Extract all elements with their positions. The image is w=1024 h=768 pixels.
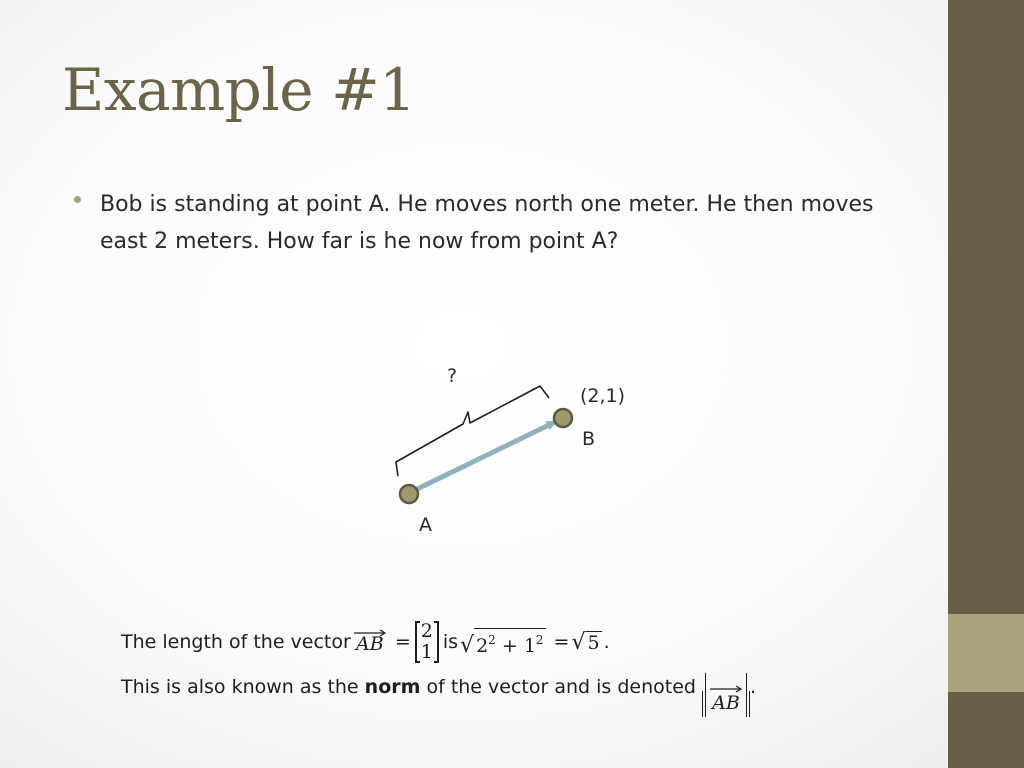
norm-keyword: norm — [364, 676, 421, 698]
distance-brace — [396, 386, 549, 476]
equals-sign-2: = — [553, 631, 570, 653]
is-word: is — [442, 631, 459, 653]
point-a-marker — [400, 485, 418, 503]
point-b-label: B — [582, 428, 596, 450]
equation-prefix: The length of the vector — [121, 631, 351, 653]
sidebar-accent-block — [948, 614, 1024, 692]
equation-period: . — [603, 631, 610, 653]
point-a-label: A — [419, 514, 432, 536]
norm-notation: AB — [702, 691, 750, 717]
coordinate-label: (2,1) — [580, 385, 626, 407]
matrix-top: 2 — [420, 620, 433, 642]
sqrt-result: √ 5 — [571, 629, 600, 655]
vector-ab: AB — [353, 629, 387, 655]
column-vector — [415, 621, 439, 663]
norm-suffix: of the vector and is denoted — [420, 676, 702, 698]
sqrt-expression: √ $2^2 + 1^2$ — [460, 628, 546, 657]
bullet-item — [74, 186, 904, 260]
bullet-dot — [74, 196, 81, 203]
norm-definition — [121, 673, 756, 717]
norm-prefix: This is also known as the — [121, 676, 365, 698]
bullet-text: Bob is standing at point A. He moves north one meter. He then moves east 2 meters. How far is he now from point A? — [100, 192, 874, 254]
point-b-marker — [554, 409, 572, 427]
vector-arrow — [411, 423, 553, 492]
question-mark-label: ? — [447, 365, 458, 387]
vector-length-equation — [121, 618, 610, 666]
norm-period: . — [750, 676, 757, 698]
matrix-bottom: 1 — [420, 641, 433, 663]
equals-sign: = — [394, 631, 411, 653]
slide-title: Example #1 — [62, 56, 416, 124]
